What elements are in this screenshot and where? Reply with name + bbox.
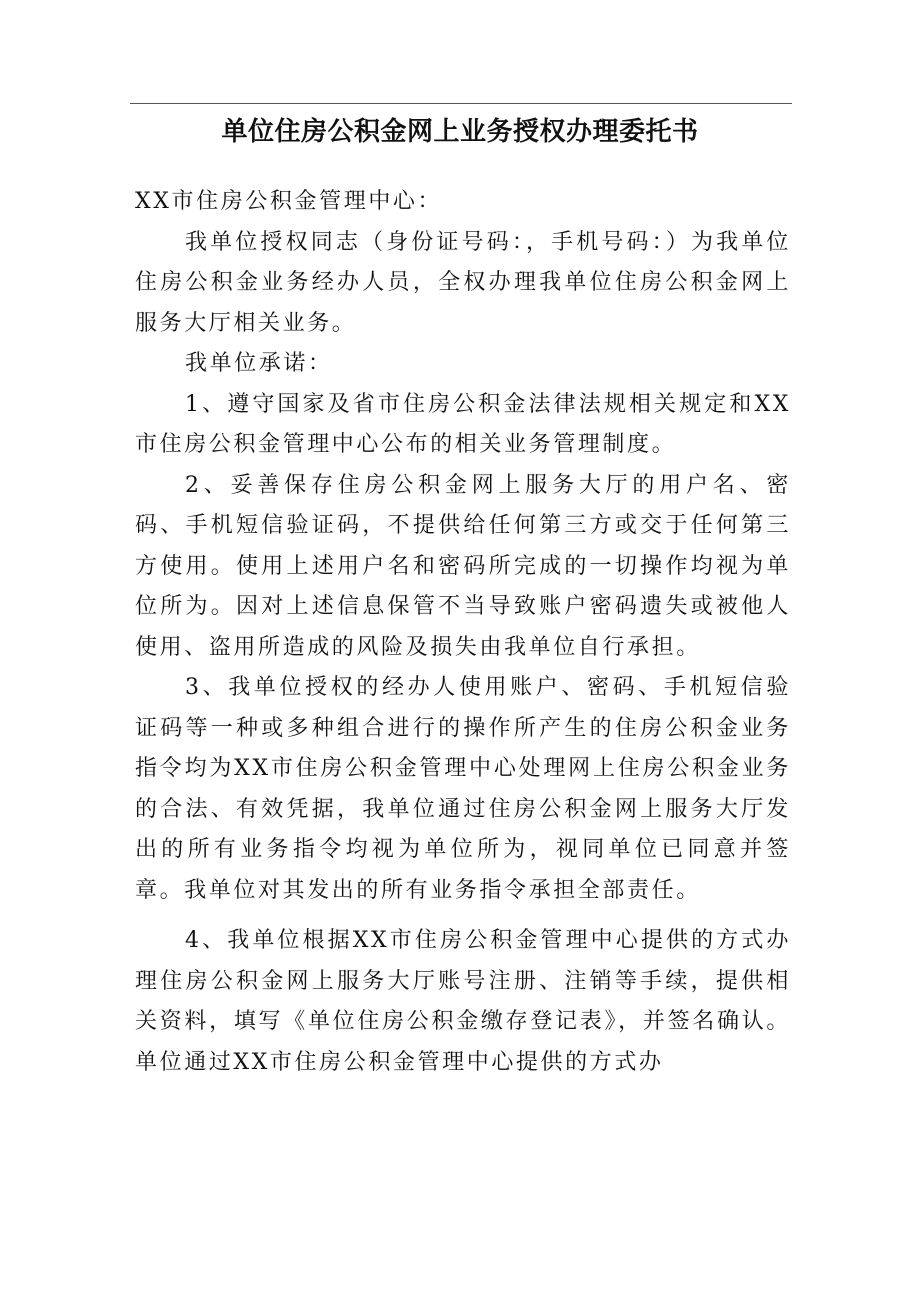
commitment-item-2: 2、妥善保存住房公积金网上服务大厅的用户名、密码、手机短信验证码，不提供给任何第三方或交于任何第三方使用。使用上述用户名和密码所完成的一切操作均视为单位所为。因对上述信息保管不当导致账户密码遗失或被他人使用、盗用所造成的风险及损失由我单位自行承担。 — [135, 472, 791, 660]
salutation: XX市住房公积金管理中心： — [135, 189, 443, 214]
authorization-paragraph: 我单位授权同志（身份证号码：，手机号码：）为我单位住房公积金业务经办人员，全权办理我单位住房公积金网上服务大厅相关业务。 — [135, 229, 791, 336]
document-title: 单位住房公积金网上业务授权办理委托书 — [221, 117, 699, 147]
commitment-item-4: 4、我单位根据XX市住房公积金管理中心提供的方式办理住房公积金网上服务大厅账号注册、注销等手续，提供相关资料，填写《单位住房公积金缴存登记表》，并签名确认。单位通过XX市住房公积金管理中心提供的方式办 — [135, 928, 791, 1075]
header-rule — [130, 103, 792, 104]
document-body — [135, 182, 791, 1083]
commitment-item-3: 3、我单位授权的经办人使用账户、密码、手机短信验证码等一种或多种组合进行的操作所产生的住房公积金业务指令均为XX市住房公积金管理中心处理网上住房公积金业务的合法、有效凭据，我单位通过住房公积金网上服务大厅发出的所有业务指令均视为单位所为，视同单位已同意并签章。我单位对其发出的所有业务指令承担全部责任。 — [135, 675, 791, 903]
commitment-item-1: 1、遵守国家及省市住房公积金法律法规相关规定和XX市住房公积金管理中心公布的相关业务管理制度。 — [135, 391, 791, 457]
commitment-heading: 我单位承诺： — [185, 351, 333, 376]
